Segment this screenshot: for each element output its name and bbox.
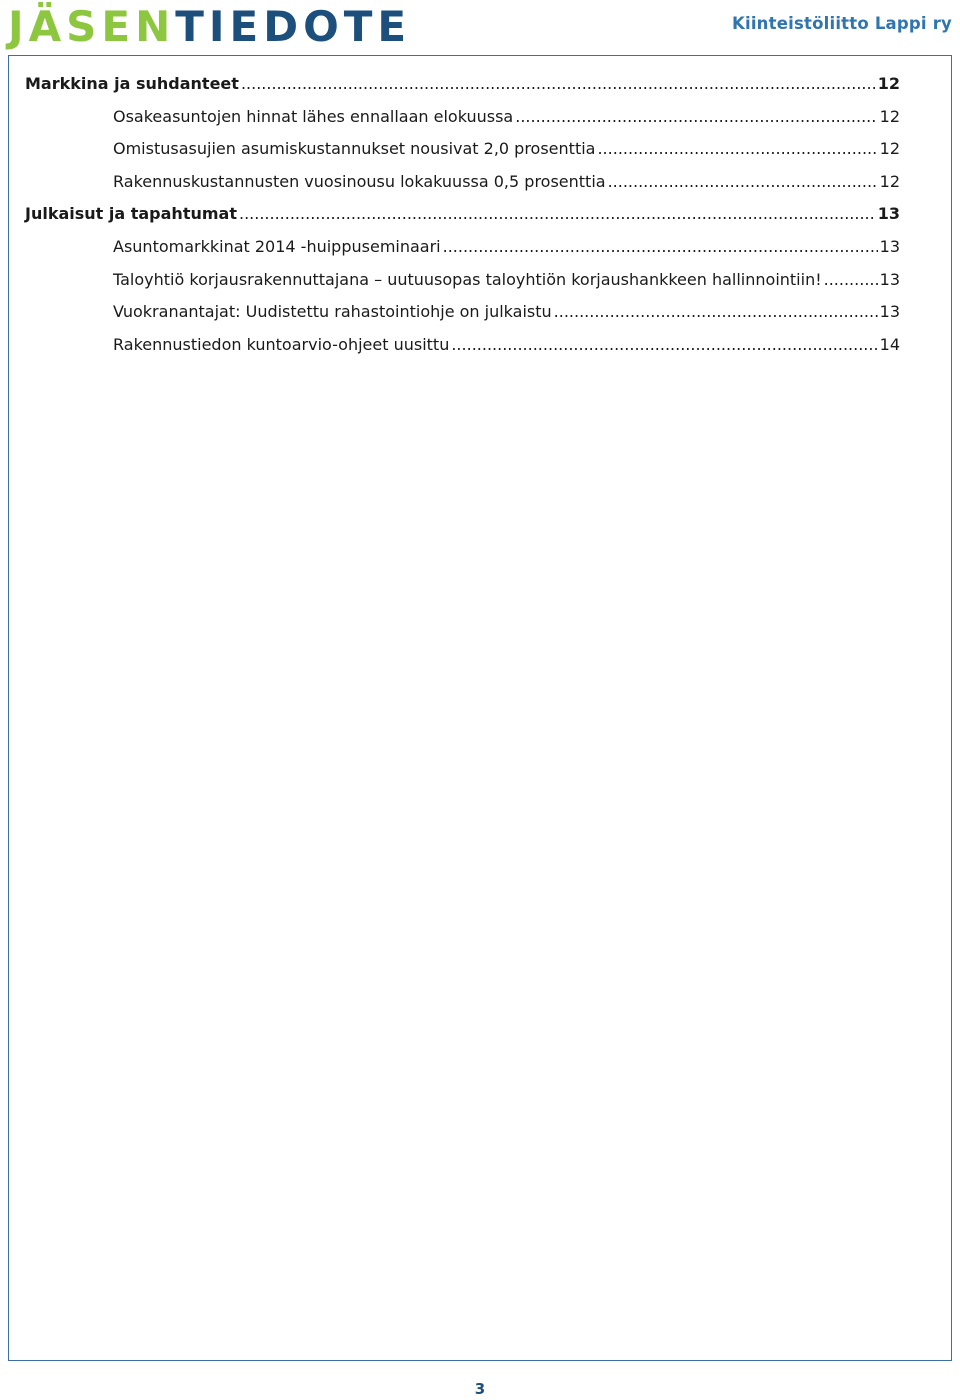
toc-entry-title: Markkina ja suhdanteet	[25, 74, 239, 93]
toc-dot-leader	[597, 138, 877, 160]
organization-name: Kiinteistöliitto Lappi ry	[731, 14, 952, 33]
toc-entry-title: Asuntomarkkinat 2014 -huippuseminaari	[113, 236, 441, 256]
toc-entry-page: 14	[879, 334, 900, 354]
toc-entry-page: 12	[877, 74, 900, 93]
toc-entry-title: Omistusasujien asumiskustannukset nousivat 2,0 prosenttia	[113, 139, 596, 159]
toc-dot-leader	[451, 334, 877, 356]
toc-entry-page: 13	[879, 302, 900, 322]
toc-section-entry[interactable]	[25, 73, 900, 106]
toc-entry-page: 13	[879, 269, 900, 289]
toc-subsection-entry[interactable]	[25, 171, 900, 204]
toc-subsection-entry[interactable]	[25, 106, 900, 139]
logo-part-jasen: JÄSEN	[8, 2, 176, 51]
logo-part-tiedote: TIEDOTE	[175, 2, 412, 51]
toc-entry-title: Taloyhtiö korjausrakennuttajana – uutuusopas taloyhtiön korjaushankkeen hallinnointiin!	[113, 269, 822, 289]
toc-entry-page: 12	[879, 171, 900, 191]
toc-dot-leader	[824, 269, 878, 291]
toc-dot-leader	[515, 106, 877, 128]
toc-entry-page: 12	[879, 139, 900, 159]
toc-entry-title: Vuokranantajat: Uudistettu rahastointiohje on julkaistu	[113, 302, 552, 322]
toc-entry-page: 13	[879, 236, 900, 256]
page-number: 3	[474, 1380, 486, 1398]
toc-entry-page: 13	[877, 204, 900, 224]
logo-jasentiedote	[8, 4, 411, 50]
toc-dot-leader	[608, 171, 878, 193]
toc-entry-page: 12	[879, 106, 900, 126]
toc-subsection-entry[interactable]	[25, 334, 900, 367]
toc-subsection-entry[interactable]	[25, 301, 900, 334]
toc-entry-title: Julkaisut ja tapahtumat	[25, 204, 237, 224]
toc-dot-leader	[554, 301, 878, 323]
toc-dot-leader	[443, 236, 878, 258]
toc-entry-title: Osakeasuntojen hinnat lähes ennallaan elokuussa	[113, 106, 514, 126]
toc-entry-title: Rakennuskustannusten vuosinousu lokakuussa 0,5 prosenttia	[113, 171, 606, 191]
toc-subsection-entry[interactable]	[25, 236, 900, 269]
toc-section-entry[interactable]	[25, 203, 900, 236]
toc-dot-leader	[239, 203, 876, 225]
toc-subsection-entry[interactable]	[25, 138, 900, 171]
toc-subsection-entry[interactable]	[25, 269, 900, 302]
toc-dot-leader	[241, 73, 876, 95]
toc-entry-title: Rakennustiedon kuntoarvio-ohjeet uusittu	[113, 334, 450, 354]
table-of-contents	[25, 73, 900, 366]
